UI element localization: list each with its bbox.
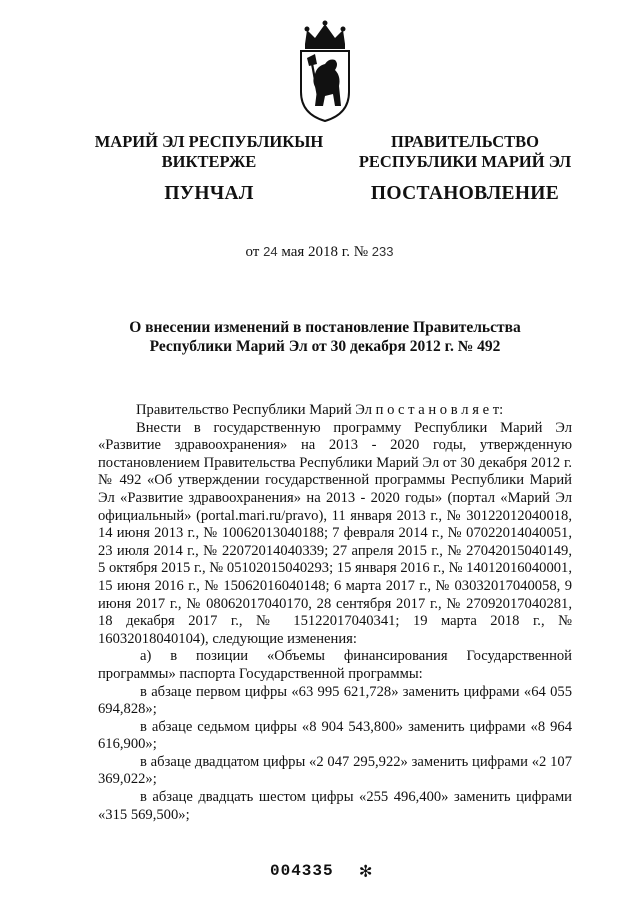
paragraph-amendment-intro: Внести в государственную программу Республики Марий Эл «Развитие здравоохранения» на 2013 - 2020 годы, утвержденную постановлением Правительства Республики Марий Эл от 30 декабря 2012 г. № 492 «Об утверждении государственной программы Республики Марий Эл «Развитие здравоохранения» на 2013 - 2020 годы» (портал «Марий Эл официальный» (portal.mari.ru/pravo), 11 января 2013 г., № 30122012040018, 14 июня 2013 г., № 10062013040188; 7 февраля 2014 г., № 07022014040051, 23 июля 2014 г., № 22072014040339; 27 апреля 2015 г., № 27042015040149, 5 октября 2015 г., № 05102015040293; 15 января 2016 г., № 14012016040001, 15 июня 2016 г., № 15062016040148; 6 марта 2017 г., № 03032017040058, 9 июня 2017 г., № 08062017040170, 28 сентября 2017 г., № 27092017040281, 18 декабря 2017 г., № 15122017040341; 19 марта 2018 г., № 16032018040104), следующие изменения: [98, 419, 572, 647]
date-month-year: мая 2018 г. № [281, 244, 369, 260]
paragraph-item-a: а) в позиции «Объемы финансирования Государственной программы» паспорта Государственной программы: [98, 648, 572, 682]
header-right-line1: ПРАВИТЕЛЬСТВО [391, 132, 539, 151]
title-line2: Республики Марий Эл от 30 декабря 2012 г. № 492 [149, 338, 501, 355]
document-date-line [0, 244, 639, 261]
date-prefix: от [245, 244, 260, 260]
date-day: 24 [263, 244, 278, 259]
header-right-doc-type: ПОСТАНОВЛЕНИЕ [370, 183, 560, 204]
header-right-block [340, 132, 590, 204]
coat-of-arms-bear-icon [295, 18, 355, 122]
document-number: 233 [371, 244, 394, 259]
paragraph-seventh-abzac: в абзаце седьмом цифры «8 904 543,800» заменить цифрами «8 964 616,900»; [98, 718, 572, 753]
paragraph-twentieth-abzac: в абзаце двадцатом цифры «2 047 295,922» заменить цифрами «2 107 369,022»; [98, 753, 572, 788]
header-left-line2: ВИКТЕРЖЕ [161, 152, 257, 171]
paragraph-resolves: Правительство Республики Марий Эл п о с т а н о в л я е т: [136, 402, 504, 418]
header-left-line1: МАРИЙ ЭЛ РЕСПУБЛИКЫН [94, 132, 324, 151]
asterisk-mark-icon: ✻ [359, 861, 373, 884]
title-line1: О внесении изменений в постановление Правительства [129, 319, 521, 336]
document-body [98, 402, 572, 824]
header-left-doc-type: ПУНЧАЛ [164, 183, 254, 204]
document-footer [270, 858, 373, 884]
document-title [90, 318, 560, 356]
serial-number: 004335 [270, 862, 334, 880]
header-right-line2: РЕСПУБЛИКИ МАРИЙ ЭЛ [358, 152, 572, 171]
paragraph-twenty-sixth-abzac: в абзаце двадцать шестом цифры «255 496,400» заменить цифрами «315 569,500»; [98, 789, 572, 823]
paragraph-first-abzac: в абзаце первом цифры «63 995 621,728» заменить цифрами «64 055 694,828»; [98, 683, 572, 718]
header-left-block [84, 132, 334, 204]
